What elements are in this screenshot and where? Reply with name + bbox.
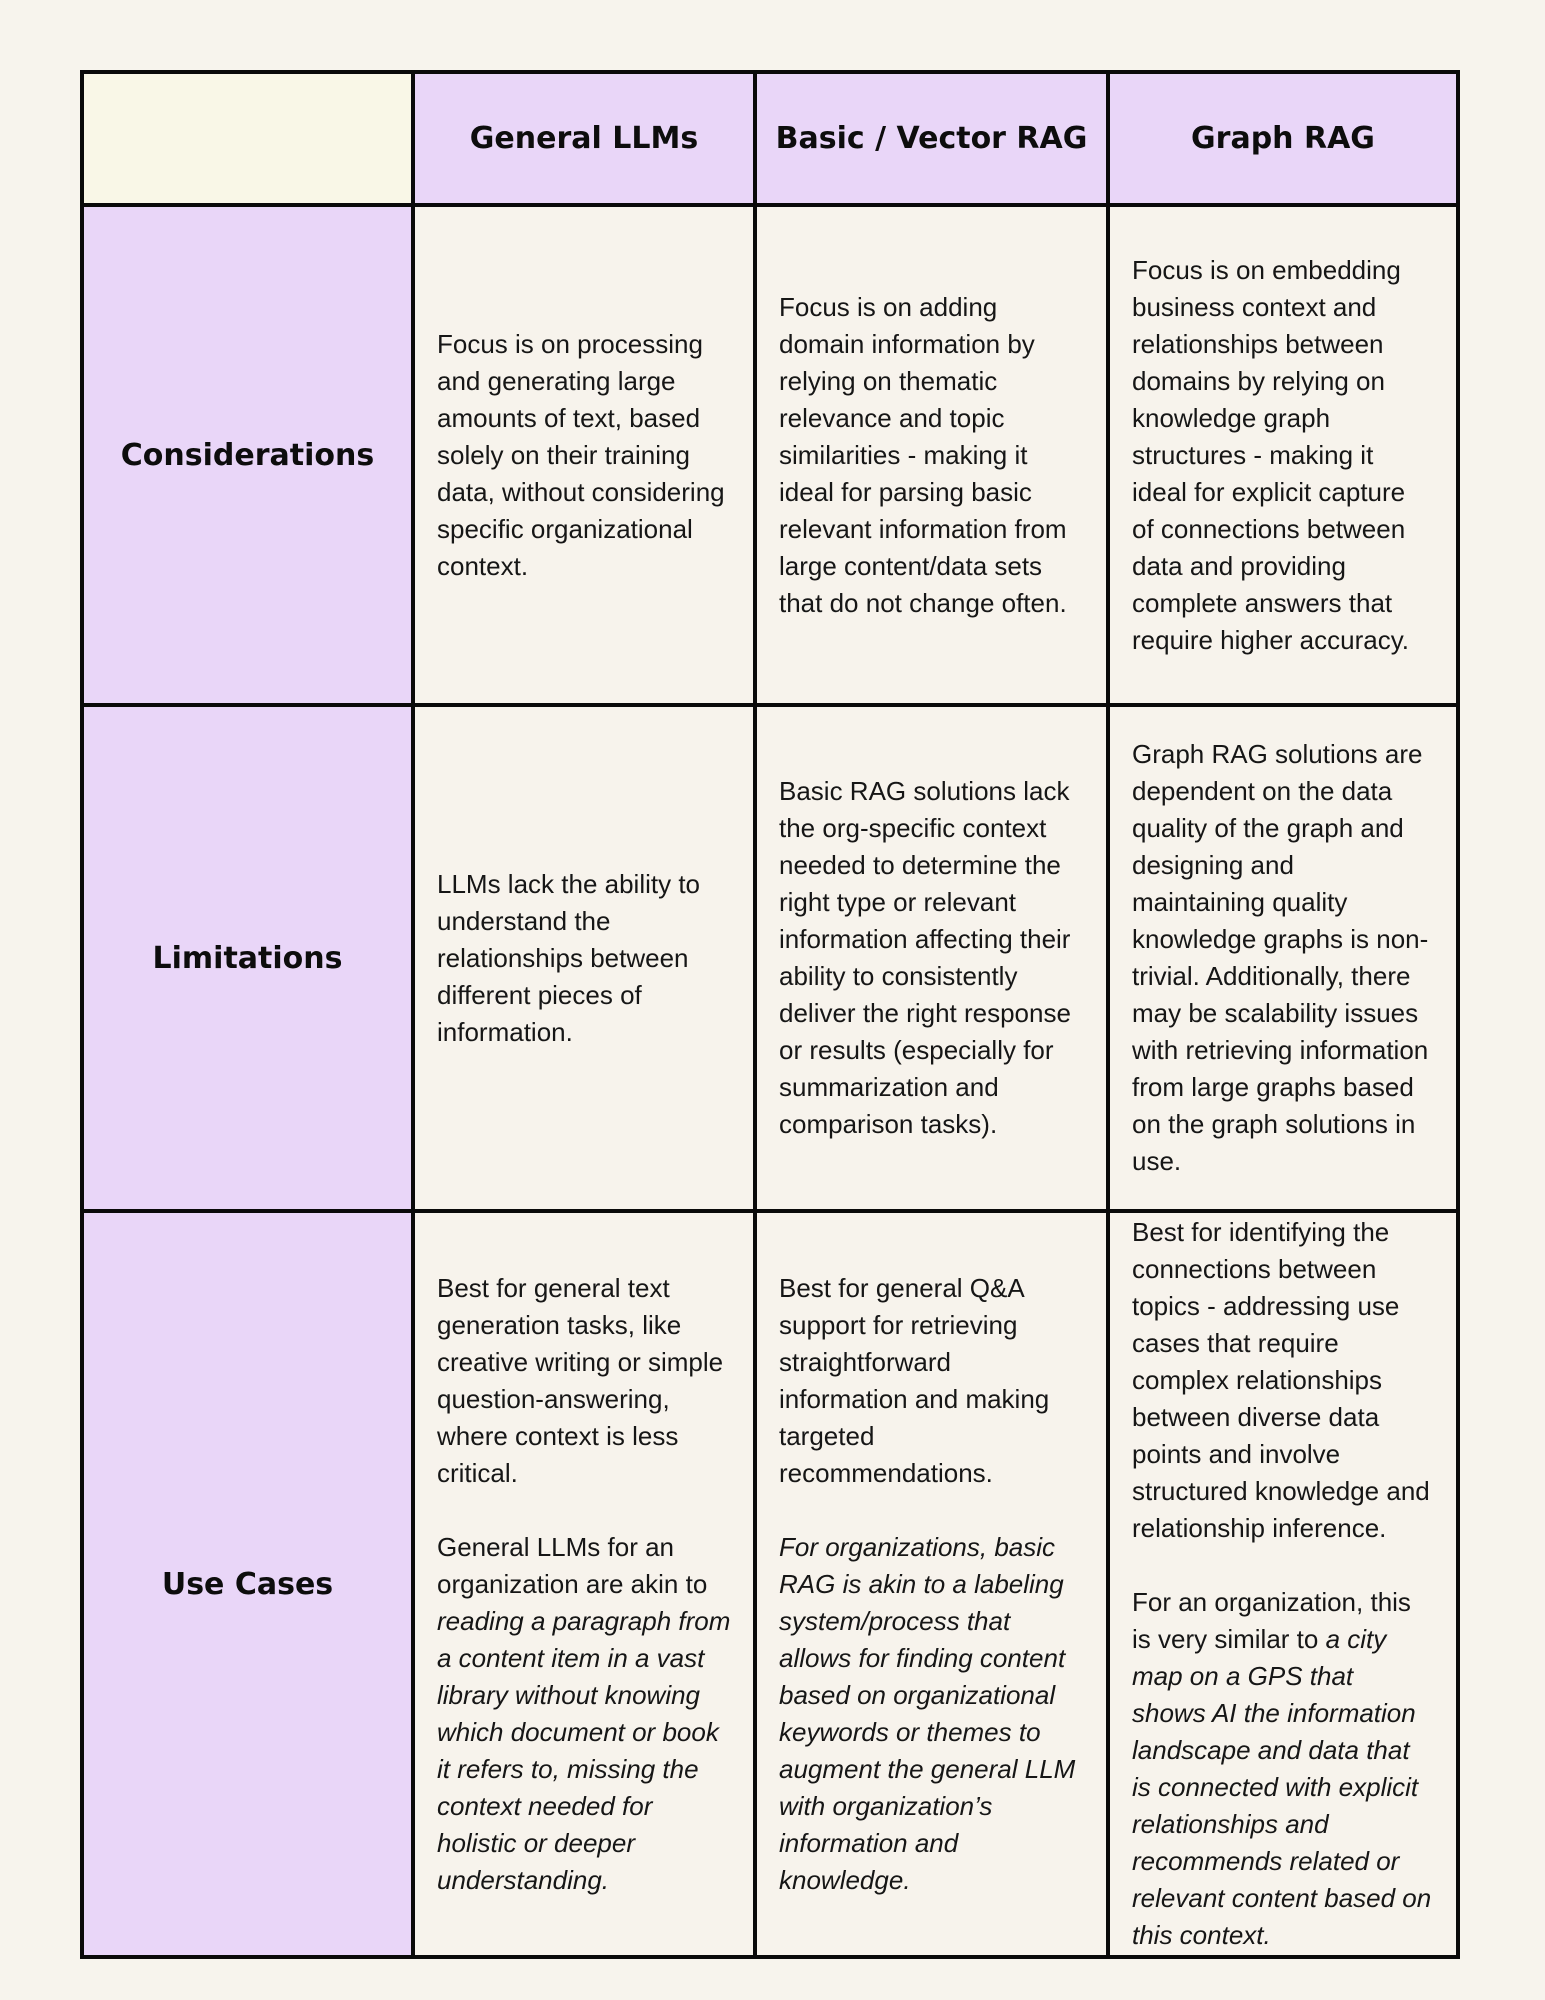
text-run-italic: reading a paragraph from a content item in a vast library without knowing which document or book it refers to, missing the context needed for holistic or deeper understanding. [437, 1605, 731, 1895]
text-run: Best for general Q&A support for retrieving straightforward information and making targeted recommendations. [779, 1272, 1050, 1488]
text-run: Best for identifying the connections between topics - addressing use cases that require complex relationships between diverse data points and involve structured knowledge and relationship inference. [1132, 1217, 1430, 1543]
comparison-table [80, 70, 1460, 1959]
cell-paragraph [1132, 736, 1434, 1180]
text-run: Focus is on adding domain information by relying on thematic relevance and topic similarities - making it ideal for parsing basic relevant information from large content/data sets that do not change often. [779, 291, 1067, 618]
corner-cell [84, 74, 411, 203]
row-label-limitations: Limitations [84, 707, 411, 1209]
text-run: LLMs lack the ability to understand the relationships between different pieces of information. [437, 868, 701, 1047]
text-run: Best for general text generation tasks, like creative writing or simple question-answering, where context is less critical. [437, 1272, 724, 1488]
row-label-considerations: Considerations [84, 207, 411, 703]
comparison-table-grid [80, 70, 1460, 1959]
text-run: Basic RAG solutions lack the org-specific context needed to determine the right type or relevant information affecting their ability to consistently deliver the right response or results (especially for summarization and comparison tasks). [779, 776, 1071, 1139]
header-cell-basic-vector-rag: Basic / Vector RAG [757, 74, 1106, 203]
cell-considerations-basic-vector-rag [757, 207, 1106, 703]
cell-paragraph [1132, 252, 1434, 659]
text-run: Graph RAG solutions are dependent on the data quality of the graph and designing and maintaining quality knowledge graphs is non-trivial. Additionally, there may be scalability issues with retrieving information from large graphs based on the graph solutions in use. [1132, 739, 1429, 1176]
header-cell-general-llms: General LLMs [415, 74, 753, 203]
cell-paragraph [1132, 1584, 1434, 1954]
text-run: General LLMs for an organization are akin to [437, 1531, 708, 1599]
header-cell-graph-rag: Graph RAG [1110, 74, 1456, 203]
cell-paragraph [779, 1270, 1084, 1492]
cell-paragraph [437, 1529, 731, 1899]
cell-limitations-basic-vector-rag [757, 707, 1106, 1209]
cell-paragraph [437, 866, 731, 1051]
cell-paragraph [779, 773, 1084, 1143]
cell-limitations-general-llms [415, 707, 753, 1209]
cell-paragraph [779, 1529, 1084, 1899]
cell-use-cases-general-llms [415, 1213, 753, 1955]
cell-limitations-graph-rag [1110, 707, 1456, 1209]
cell-considerations-general-llms [415, 207, 753, 703]
cell-paragraph [1132, 1214, 1434, 1547]
cell-use-cases-graph-rag [1110, 1213, 1456, 1955]
text-run-italic: For organizations, basic RAG is akin to a labeling system/process that allows for finding content based on organizational keywords or themes to augment the general LLM with organization’s information and knowledge. [779, 1531, 1076, 1895]
row-label-use-cases: Use Cases [84, 1213, 411, 1955]
cell-use-cases-basic-vector-rag [757, 1213, 1106, 1955]
text-run: Focus is on embedding business context and relationships between domains by relying on knowledge graph structures - making it ideal for explicit capture of connections between data and providing complete answers that require higher accuracy. [1132, 254, 1409, 655]
cell-paragraph [779, 289, 1084, 622]
text-run: Focus is on processing and generating large amounts of text, based solely on their training data, without considering specific organizational context. [437, 328, 725, 581]
cell-considerations-graph-rag [1110, 207, 1456, 703]
cell-paragraph [437, 1270, 731, 1492]
text-run-italic: a city map on a GPS that shows AI the information landscape and data that is connected with explicit relationships and recommends related or relevant content based on this context. [1132, 1624, 1432, 1950]
text-run: For an organization, this is very similar to [1132, 1587, 1411, 1654]
cell-paragraph [437, 326, 731, 585]
